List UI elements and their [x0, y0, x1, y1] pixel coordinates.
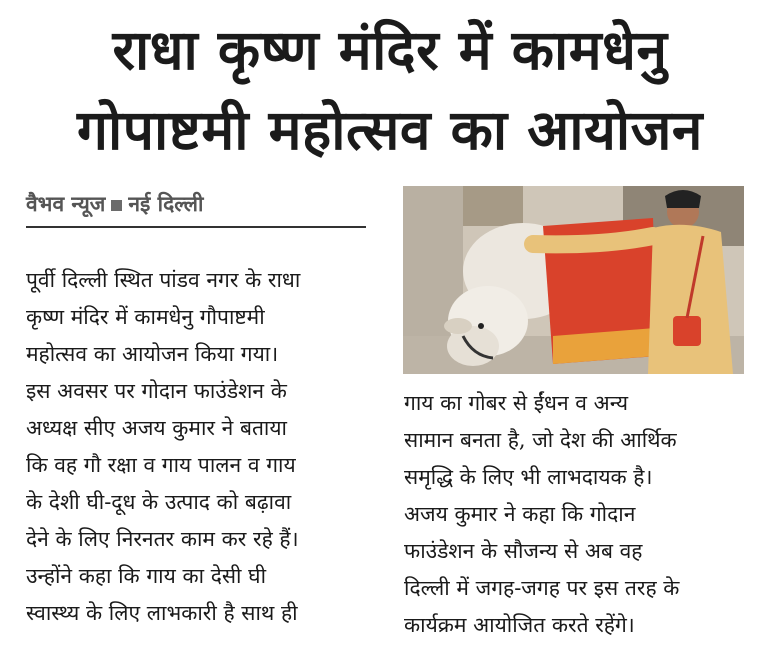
- article-line: महोत्सव का आयोजन किया गया।: [26, 342, 279, 366]
- headline-line-2: गोपाष्टमी महोत्सव का आयोजन: [77, 98, 703, 162]
- headline-line-1: राधा कृष्ण मंदिर में कामधेनु: [112, 18, 668, 82]
- byline-source: वैभव न्यूज: [26, 192, 106, 216]
- byline-separator-icon: [111, 200, 122, 211]
- article-line: सामान बनता है, जो देश की आर्थिक: [404, 428, 677, 452]
- article-line: उन्होंने कहा कि गाय का देसी घी: [26, 564, 267, 588]
- article-line: स्वास्थ्य के लिए लाभकारी है साथ ही: [26, 601, 298, 625]
- article-line: कृष्ण मंदिर में कामधेनु गौपाष्टमी: [26, 305, 265, 329]
- news-photo: [403, 186, 744, 374]
- byline-place: नई दिल्ली: [128, 192, 204, 216]
- article-line: इस अवसर पर गोदान फाउंडेशन के: [26, 379, 287, 403]
- article-column-1: [26, 262, 374, 632]
- byline: [26, 190, 366, 228]
- photo-cow-and-man: [403, 186, 744, 374]
- article-line: फाउंडेशन के सौजन्य से अब वह: [404, 539, 643, 563]
- article-line: गाय का गोबर से ईंधन व अन्य: [404, 391, 629, 415]
- article-column-2: [404, 385, 752, 644]
- article-line: देने के लिए निरनतर काम कर रहे हैं।: [26, 527, 299, 551]
- article-line: पूर्वी दिल्ली स्थित पांडव नगर के राधा: [26, 268, 301, 292]
- article-line: कि वह गौ रक्षा व गाय पालन व गाय: [26, 453, 296, 477]
- article-line: दिल्ली में जगह-जगह पर इस तरह के: [404, 576, 680, 600]
- article-line: के देशी घी-दूध के उत्पाद को बढ़ावा: [26, 490, 292, 514]
- article-line: कार्यक्रम आयोजित करते रहेंगे।: [404, 613, 635, 637]
- article-line: अध्यक्ष सीए अजय कुमार ने बताया: [26, 416, 287, 440]
- article-line: अजय कुमार ने कहा कि गोदान: [404, 502, 636, 526]
- article-line: समृद्धि के लिए भी लाभदायक है।: [404, 465, 653, 489]
